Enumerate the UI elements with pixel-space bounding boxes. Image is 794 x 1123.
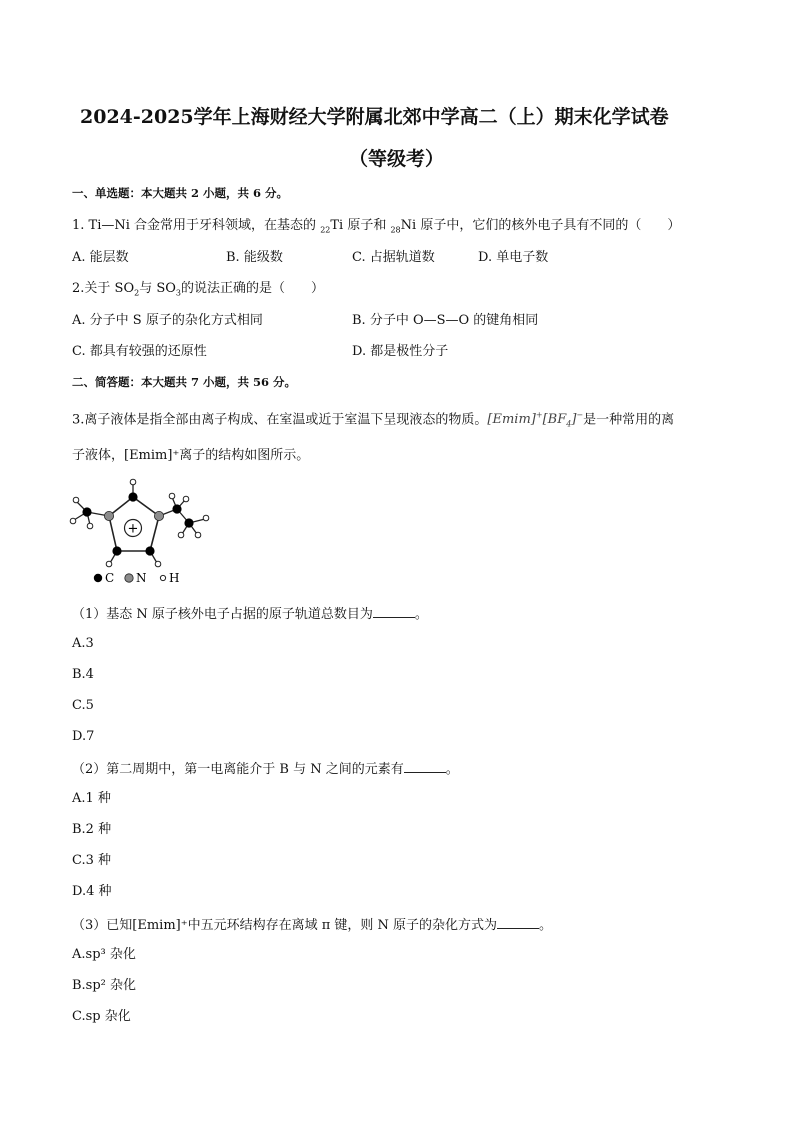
question-1 (72, 219, 680, 235)
sub2-answer-blank[interactable] (404, 761, 446, 773)
section-1-header (72, 188, 288, 200)
section-2-header (72, 377, 296, 389)
q1-option-c[interactable]: C. 占据轨道数 (352, 250, 435, 265)
q2-text-b: 与 SO (139, 281, 176, 296)
q1-ti-subscript: 22 (320, 225, 331, 235)
emim-bf4-formula: $[Emim]^+[BF_4]^-$ (487, 411, 584, 429)
sub1-answer-blank[interactable] (373, 606, 415, 618)
q1-text-b: Ti 原子和 (330, 218, 391, 233)
q2-sub-1: 2 (134, 288, 140, 298)
q1-option-d[interactable]: D. 单电子数 (478, 250, 549, 265)
q1-text-a: Ti—Ni 合金常用于牙科领域，在基态的 (88, 218, 321, 233)
legend-nitrogen-dot (125, 574, 133, 582)
legend-carbon-label: C (105, 571, 115, 585)
q1-number: 1. (72, 218, 85, 233)
sub1-text: （1）基态 N 原子核外电子占据的原子轨道总数目为 (72, 607, 373, 622)
legend-carbon-dot (94, 574, 102, 582)
sub3-option-c[interactable]: C.sp 杂化 (72, 1009, 131, 1024)
question-3-line-2: 子液体，[Emim]⁺离子的结构如图所示。 (72, 448, 310, 463)
sub3-option-b[interactable]: B.sp² 杂化 (72, 978, 137, 993)
sub-question-3 (72, 917, 552, 932)
sub3-end: 。 (539, 918, 553, 933)
q2-option-b[interactable]: B. 分子中 O—S—O 的键角相同 (352, 313, 539, 328)
sub1-option-d[interactable]: D.7 (72, 729, 95, 744)
sub-question-1 (72, 606, 428, 621)
q3-text-a: 3.离子液体是指全部由离子构成、在室温或近于室温下呈现液态的物质。 (72, 412, 488, 428)
q1-option-a[interactable]: A. 能层数 (72, 250, 129, 265)
legend-nitrogen-label: N (136, 571, 147, 585)
sub2-text: （2）第二周期中，第一电离能介于 B 与 N 之间的元素有 (72, 762, 404, 777)
sub1-end: 。 (414, 607, 428, 622)
q3-text-b: 是一种常用的离 (583, 412, 675, 428)
positive-charge-symbol: + (127, 521, 139, 537)
sub2-option-b[interactable]: B.2 种 (72, 822, 112, 837)
sub2-end: 。 (445, 762, 459, 777)
legend-hydrogen-label: H (169, 571, 180, 585)
section-1-desc: 本大题共 2 小题，共 6 分。 (141, 186, 289, 200)
sub1-option-a[interactable]: A.3 (72, 636, 94, 651)
q1-option-b[interactable]: B. 能级数 (226, 250, 283, 265)
sub3-option-a[interactable]: A.sp³ 杂化 (72, 947, 136, 962)
q1-ni-subscript: 28 (390, 225, 401, 235)
q2-option-d[interactable]: D. 都是极性分子 (352, 344, 449, 359)
q2-text-c: 的说法正确的是（ ） (181, 281, 325, 296)
q2-sub-2: 3 (175, 288, 181, 298)
section-2-prefix: 二、简答题： (72, 375, 141, 389)
sub2-option-a[interactable]: A.1 种 (72, 791, 111, 806)
q2-text-a: 2.关于 SO (72, 281, 135, 296)
sub3-text: （3）已知[Emim]⁺中五元环结构存在离域 π 键，则 N 原子的杂化方式为 (72, 918, 498, 933)
q1-text-c: Ni 原子中，它们的核外电子具有不同的（ ） (400, 218, 681, 233)
sub1-option-c[interactable]: C.5 (72, 698, 94, 713)
sub2-option-c[interactable]: C.3 种 (72, 853, 112, 868)
q2-option-a[interactable]: A. 分子中 S 原子的杂化方式相同 (72, 313, 263, 328)
question-2 (72, 282, 324, 298)
legend-hydrogen-dot (160, 575, 165, 580)
sub2-option-d[interactable]: D.4 种 (72, 884, 112, 899)
section-2-desc: 本大题共 7 小题，共 56 分。 (141, 375, 297, 389)
atom-legend (94, 571, 180, 585)
sub-question-2 (72, 761, 459, 776)
emim-structure-diagram (66, 476, 216, 588)
exam-subtitle: （等级考） (349, 148, 445, 170)
sub3-answer-blank[interactable] (497, 917, 539, 929)
question-3-line-1 (72, 412, 674, 429)
exam-title: 2024-2025学年上海财经大学附属北郊中学高二（上）期末化学试卷 (80, 106, 669, 128)
section-1-prefix: 一、单选题： (72, 186, 141, 200)
q2-option-c[interactable]: C. 都具有较强的还原性 (72, 344, 207, 359)
sub1-option-b[interactable]: B.4 (72, 667, 94, 682)
